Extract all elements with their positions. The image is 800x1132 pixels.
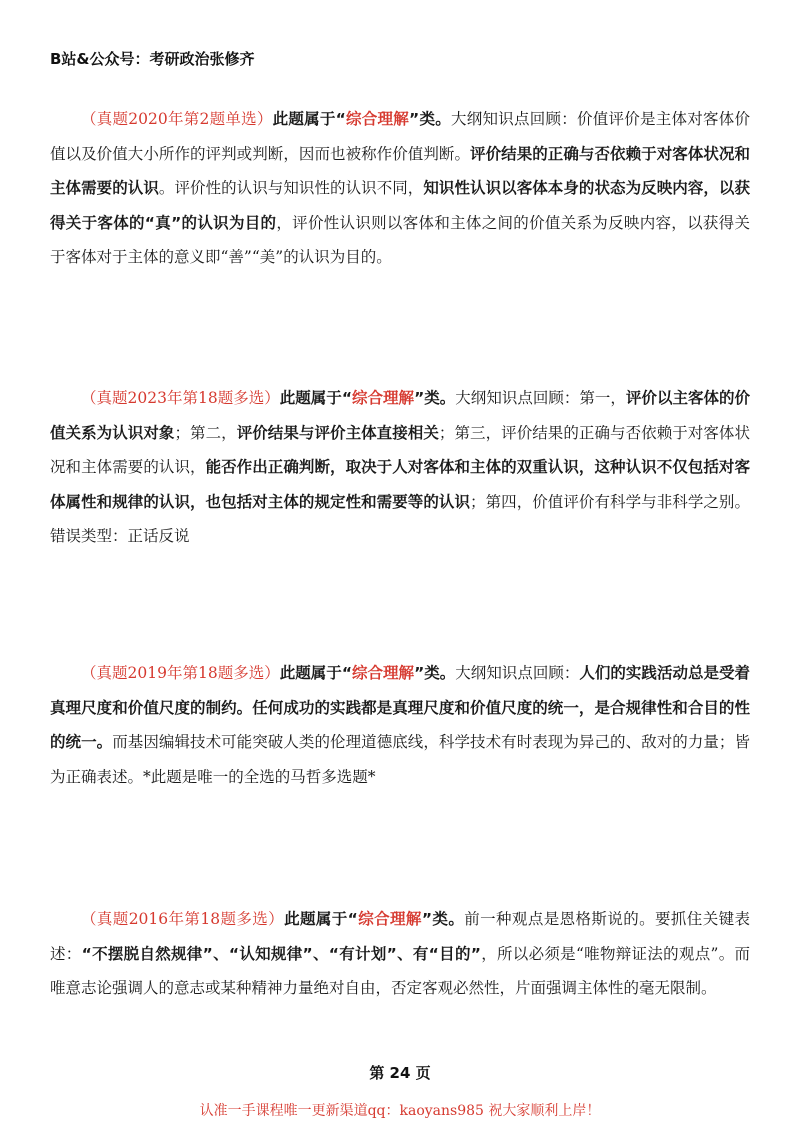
question-source: （真题2020年第2题单选） [81, 110, 273, 128]
category-lead: 此题属于“ [279, 664, 353, 682]
bold-text: 评价以主客体的价值关系为认识对象 [50, 389, 750, 442]
body-text: 前一种观点是恩格斯说的。要抓住关键表述： [50, 910, 751, 963]
body-text: ，所以必须是“唯物辩证法的观点”。而唯意志论强调人的意志或某种精神力量绝对自由，否定客观必然性，片面强调主体性的毫无限制。 [50, 944, 750, 997]
bold-text: 评价结果与评价主体直接相关 [236, 423, 439, 442]
paragraph-2020-q2 [50, 102, 750, 275]
question-source: （真题2016年第18题多选） [81, 910, 285, 928]
category-tail: ”类。 [414, 389, 456, 407]
page-header: B站&公众号：考研政治张修齐 [50, 50, 255, 68]
bold-text: 人们的实践活动总是受着真理尺度和价值尺度的制约。任何成功的实践都是真理尺度和价值尺度的统一，是合规律性和合目的性的统一。 [50, 664, 750, 751]
category-lead: 此题属于“ [272, 110, 346, 128]
body-text: 。评价性的认识与知识性的认识不同， [158, 179, 424, 197]
category-name: 综合理解 [345, 110, 410, 128]
body-text: ，评价性认识则以客体和主体之间的价值关系为反映内容，以获得关于客体对于主体的意义即“善”“美”的认识为目的。 [50, 213, 750, 266]
body-text: ；第三，评价结果的正确与否依赖于对客体状况和主体需要的认识， [50, 423, 750, 476]
category-tail: ”类。 [421, 910, 465, 928]
category-name: 综合理解 [357, 910, 422, 928]
question-source: （真题2023年第18题多选） [81, 389, 280, 407]
body-text: ；第四，价值评价有科学与非科学之别。错误类型：正话反说 [50, 492, 750, 545]
category-tail: ”类。 [409, 110, 451, 128]
body-text: 大纲知识点回顾：价值评价是主体对客体价值以及价值大小所作的评判或判断，因而也被称作价值判断。 [50, 110, 751, 163]
bold-text: 知识性认识以客体本身的状态为反映内容，以获得关于客体的“真”的认识为目的 [50, 179, 750, 232]
paragraph-2016-q18 [50, 902, 750, 1006]
bold-text: 评价结果的正确与否依赖于对客体状况和主体需要的认识 [50, 144, 750, 197]
body-text: 而基因编辑技术可能突破人类的伦理道德底线，科学技术有时表现为异己的、敌对的力量；皆为正确表述。*此题是唯一的全选的马哲多选题* [50, 733, 750, 786]
bold-text: 能否作出正确判断，取决于人对客体和主体的双重认识，这种认识不仅包括对客体属性和规律的认识，也包括对主体的规定性和需要等的认识 [50, 458, 750, 511]
body-text: ；第二， [174, 423, 237, 442]
category-name: 综合理解 [352, 664, 415, 682]
category-tail: ”类。 [414, 664, 456, 682]
body-text: 大纲知识点回顾：第一， [455, 389, 626, 407]
body-text: 大纲知识点回顾： [455, 664, 580, 682]
category-name: 综合理解 [352, 389, 415, 407]
question-source: （真题2019年第18题多选） [81, 664, 280, 682]
paragraph-2019-q18 [50, 656, 750, 794]
promo-banner: 认准一手课程唯一更新渠道qq：kaoyans985 祝大家顺利上岸！ [199, 1103, 601, 1119]
category-lead: 此题属于“ [284, 910, 358, 928]
category-lead: 此题属于“ [279, 389, 353, 407]
page-number: 第 24 页 [369, 1064, 431, 1082]
bold-text: “不摆脱自然规律”、“认知规律”、“有计划”、有“目的” [81, 944, 481, 963]
paragraph-2023-q18 [50, 381, 750, 554]
